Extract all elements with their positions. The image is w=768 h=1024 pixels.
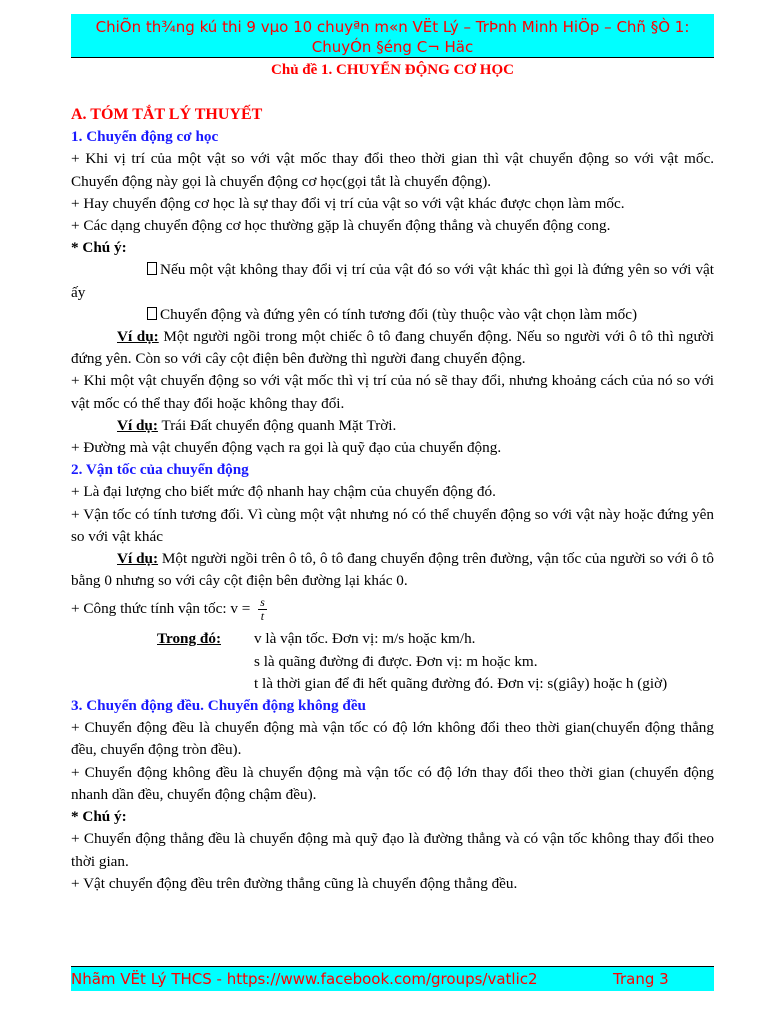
paragraph: + Vận tốc có tính tương đối. Vì cùng một vật nhưng nó có thể chuyển động so với vật này hoặc đứng yên so với vật khác [71,505,714,545]
page-title: Chủ đề 1. CHUYỂN ĐỘNG CƠ HỌC [271,62,514,78]
section-2-heading: 2. Vận tốc của chuyển động [71,461,249,479]
definitions-block [71,628,714,695]
example-text: Một người ngồi trên ô tô, ô tô đang chuyển động trên đường, vận tốc của người so với ô tô bằng 0 nhưng so với cây cột điện bên đường lại khác 0. [71,550,715,590]
paragraph: + Chuyển động thẳng đều là chuyển động mà quỹ đạo là đường thẳng và có vận tốc không thay đổi theo thời gian. [71,830,714,870]
bullet-box-icon [147,262,157,275]
example-label: Ví dụ: [117,416,158,434]
formula-denominator: t [260,608,265,623]
example-paragraph [71,415,714,437]
paragraph: + Đường mà vật chuyển động vạch ra gọi là quỹ đạo của chuyển động. [71,439,502,457]
paragraph: + Khi một vật chuyển động so với vật mốc thì vị trí của nó sẽ thay đổi, nhưng khoảng cách của nó so với vật mốc có thể thay đổi hoặc không thay đổi. [71,372,714,412]
note-label: * Chú ý: [71,808,127,826]
note-text: Chuyển động và đứng yên có tính tương đối (tùy thuộc vào vật chọn làm mốc) [160,305,638,323]
paragraph: + Là đại lượng cho biết mức độ nhanh hay chậm của chuyển động đó. [71,483,496,501]
section-a-heading: A. TÓM TẮT LÝ THUYẾT [71,106,263,123]
page-header [71,14,714,58]
formula-text: + Công thức tính vận tốc: v = [71,600,255,618]
example-label: Ví dụ: [117,550,159,568]
paragraph: + Chuyển động không đều là chuyển động mà vận tốc có độ lớn thay đổi theo thời gian (chuyển động nhanh dần đều, chuyển động chậm đều). [71,763,714,803]
trong-do-label: Trong đó: [157,630,221,648]
example-paragraph [71,326,714,370]
example-paragraph [71,548,714,592]
footer-link-text: Nhãm VËt Lý THCS - https://www.facebook.com/groups/vatlic2 [71,970,538,988]
main-content [71,104,714,895]
bullet-box-icon [147,307,157,320]
paragraph: + Hay chuyển động cơ học là sự thay đổi vị trí của vật so với vật khác được chọn làm mốc. [71,194,625,212]
velocity-formula [71,592,714,626]
section-1-heading: 1. Chuyển động cơ học [71,128,219,146]
definition-s: s là quãng đường đi được. Đơn vị: m hoặc km. [254,652,538,670]
formula-numerator: s [260,594,265,609]
definition-v: v là vận tốc. Đơn vị: m/s hoặc km/h. [254,630,476,648]
example-label: Ví dụ: [117,328,159,346]
example-text: Trái Đất chuyển động quanh Mặt Trời. [157,416,397,434]
paragraph: + Vật chuyển động đều trên đường thẳng cũng là chuyển động thẳng đều. [71,874,518,892]
definition-t: t là thời gian để đi hết quãng đường đó. Đơn vị: s(giây) hoặc h (giờ) [254,674,668,692]
paragraph: + Khi vị trí của một vật so với vật mốc thay đổi theo thời gian thì vật chuyển động so với vật mốc. Chuyển động này gọi là chuyển động cơ học(gọi tắt là chuyển động). [71,150,714,190]
paragraph: + Chuyển động đều là chuyển động mà vận tốc có độ lớn không đổi theo thời gian(chuyển động thẳng đều, chuyển động tròn đều). [71,719,714,759]
note-label: * Chú ý: [71,239,127,257]
note-item [71,304,714,326]
paragraph: + Các dạng chuyển động cơ học thường gặp là chuyển động thẳng và chuyển động cong. [71,217,611,235]
header-text: ChiÕn th¾ng kú thi 9 vµo 10 chuyªn m«n VËt Lý – TrÞnh Minh HiÖp – Chñ §Ò 1: ChuyÓn §éng C¬ Häc [95,18,690,56]
note-text: Nếu một vật không thay đổi vị trí của vật đó so với vật khác thì gọi là đứng yên so với vật ấy [71,261,714,301]
section-3-heading: 3. Chuyển động đều. Chuyển động không đều [71,697,367,715]
page-footer [71,966,714,991]
formula-fraction [258,596,267,623]
note-item [71,259,714,303]
page-number: Trang 3 [613,970,669,988]
example-text: Một người ngồi trong một chiếc ô tô đang chuyển động. Nếu so người với ô tô thì người đứng yên. Còn so với cây cột điện bên đường thì người đang chuyển động. [71,328,714,368]
